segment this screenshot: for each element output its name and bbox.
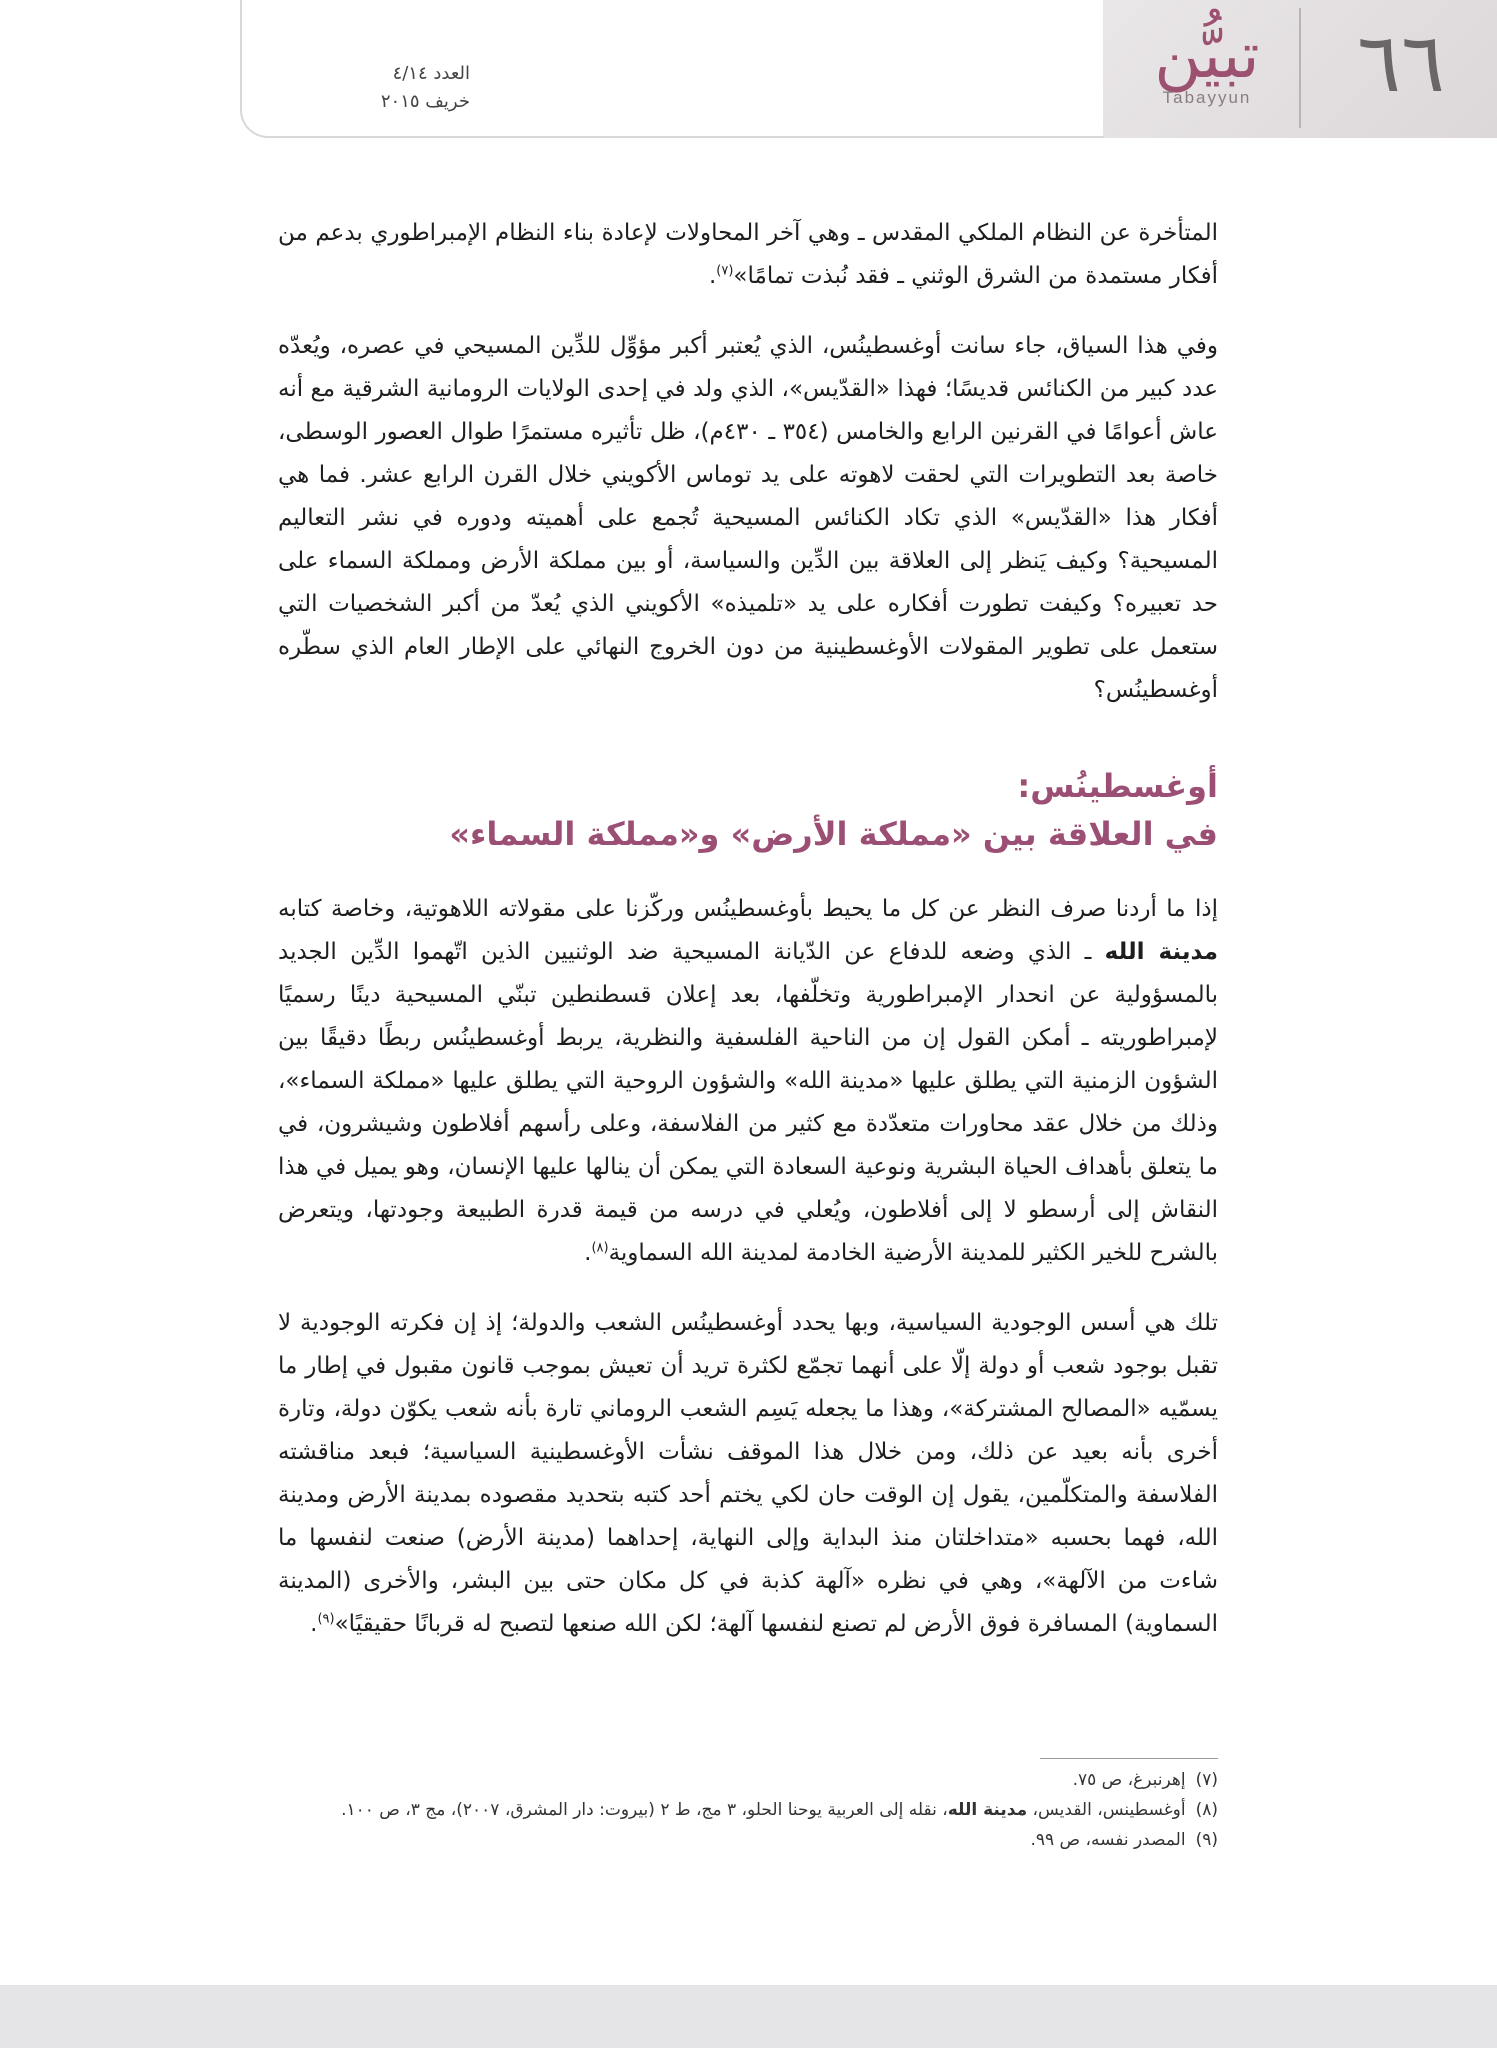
footnote-ref: (٧) xyxy=(716,263,734,279)
footnote-ref: (٩) xyxy=(317,1611,335,1627)
footnote-item xyxy=(278,1825,1218,1855)
paragraph-text: تلك هي أسس الوجودية السياسية، وبها يحدد أوغسطينُس الشعب والدولة؛ إذ إن فكرته الوجودية لا تقبل بوجود شعب أو دولة إلّا على أنهما تجمّع لكثرة تريد أن تعيش بموجب قانون مقبول في إطار ما يسمّيه «المصالح المشتركة»، وهذا ما يجعله يَسِم الشعب الروماني تارة بأنه شعب يكوّن دولة، وتارة أخرى بأنه بعيد عن ذلك، ومن خلال هذا الموقف نشأت الأوغسطينية السياسية؛ فبعد مناقشته الفلاسفة والمتكلّمين، يقول إن الوقت حان لكي يختم أحد كتبه بتحديد مقصوده بمدينة الأرض ومدينة الله، فهما بحسبه «متداخلتان منذ البداية وإلى النهاية، إحداهما (مدينة الأرض) صنعت لنفسها ما شاءت من الآلهة»، وهي في نظره «آلهة كذبة في كل مكان حتى بين البشر، والأخرى (المدينة السماوية) المسافرة فوق الأرض لم تصنع لنفسها آلهة؛ لكن الله صنعها لتصبح له قربانًا حقيقيًا» xyxy=(278,1310,1218,1637)
footnote-rule xyxy=(1040,1758,1218,1759)
paragraph-end: . xyxy=(310,1611,318,1637)
brand-arabic-title: تبيُّن xyxy=(1154,19,1260,93)
footnote-text: ، نقله إلى العربية يوحنا الحلو، ٣ مج، ط ٢ (بيروت: دار المشرق، ٢٠٠٧)، مج ٣، ص ١٠٠. xyxy=(341,1800,948,1820)
book-title: مدينة الله xyxy=(1104,939,1218,965)
brand-latin-title: Tabayyun xyxy=(1162,88,1252,107)
paragraph xyxy=(278,212,1218,298)
article-body xyxy=(278,212,1218,1673)
footnote-book-title: مدينة الله xyxy=(947,1800,1028,1820)
footnote-number: (٨) xyxy=(1195,1800,1218,1820)
footnote-item xyxy=(278,1765,1218,1795)
section-heading-line2: في العلاقة بين «مملكة الأرض» و«مملكة السماء» xyxy=(449,815,1218,853)
issue-season: خريف ٢٠١٥ xyxy=(380,91,470,112)
footnote-number: (٧) xyxy=(1195,1770,1218,1790)
footnote-number: (٩) xyxy=(1195,1830,1218,1850)
footnote-text: المصدر نفسه، ص ٩٩. xyxy=(1030,1830,1186,1850)
footnote-item xyxy=(278,1795,1218,1825)
paragraph-text: ـ الذي وضعه للدفاع عن الدّيانة المسيحية ضد الوثنيين الذين اتّهموا الدِّين الجديد بالمسؤولية عن انحدار الإمبراطورية وتخلّفها، بعد إعلان قسطنطين تبنّي المسيحية دينًا رسميًا لإمبراطوريته ـ أمكن القول إن من الناحية الفلسفية والنظرية، يربط أوغسطينُس ربطًا دقيقًا بين الشؤون الزمنية التي يطلق عليها «مدينة الله» والشؤون الروحية التي يطلق عليها «مملكة السماء»، وذلك من خلال عقد محاورات متعدّدة مع كثير من الفلاسفة، وعلى رأسهم أفلاطون وشيشرون، في ما يتعلق بأهداف الحياة البشرية ونوعية السعادة التي يمكن أن ينالها عليها الإنسان، وهو يميل في هذا النقاش إلى أرسطو لا إلى أفلاطون، ويُعلي في درسه من قيمة قدرة الطبيعة وجودتها، ويتعرض بالشرح للخير الكثير للمدينة الأرضية الخادمة لمدينة الله السماوية xyxy=(278,939,1218,1266)
header-divider xyxy=(1299,8,1301,128)
section-heading xyxy=(278,762,1218,858)
paragraph xyxy=(278,1302,1218,1646)
paragraph: وفي هذا السياق، جاء سانت أوغسطينُس، الذي يُعتبر أكبر مؤوِّل للدِّين المسيحي في عصره، ويُعدّه عدد كبير من الكنائس قديسًا؛ فهذا «القدّيس»، الذي ولد في إحدى الولايات الرومانية الشرقية مع أنه عاش أعوامًا في القرنين الرابع والخامس (٣٥٤ ـ ٤٣٠م)، ظل تأثيره مستمرًا طوال العصور الوسطى، خاصة بعد التطويرات التي لحقت لاهوته على يد توماس الأكويني خلال القرن الرابع عشر. فما هي أفكار هذا «القدّيس» الذي تكاد الكنائس المسيحية تُجمع على أهميته ودوره في نشر التعاليم المسيحية؟ وكيف يَنظر إلى العلاقة بين الدِّين والسياسة، أو بين مملكة الأرض ومملكة السماء على حد تعبيره؟ وكيفت تطورت أفكاره على يد «تلميذه» الأكويني الذي يُعدّ من أكبر الشخصيات التي ستعمل على تطوير المقولات الأوغسطينية من دون الخروج النهائي على الإطار العام الذي سطّره أوغسطينُس؟ xyxy=(278,333,1218,703)
footnotes xyxy=(278,1765,1218,1855)
paragraph-text: المتأخرة عن النظام الملكي المقدس ـ وهي آخر المحاولات لإعادة بناء النظام الإمبراطوري بدعم من أفكار مستمدة من الشرق الوثني ـ فقد نُبذت تمامًا» xyxy=(278,220,1218,289)
footnote-ref: (٨) xyxy=(591,1240,609,1256)
paragraph-end: . xyxy=(708,263,717,289)
brand-logo xyxy=(1122,18,1292,128)
issue-info xyxy=(270,60,470,120)
paragraph-text: إذا ما أردنا صرف النظر عن كل ما يحيط بأوغسطينُس وركّزنا على مقولاته اللاهوتية، وخاصة كتابه xyxy=(278,896,1218,922)
footnote-text: إهرنبرغ، ص ٧٥. xyxy=(1072,1770,1186,1790)
footnote-text: أوغسطينس، القديس، xyxy=(1027,1800,1186,1820)
paragraph xyxy=(278,888,1218,1275)
bottom-band xyxy=(0,1985,1497,2048)
issue-number: العدد ٤/١٤ xyxy=(392,63,470,84)
paragraph-end: . xyxy=(584,1240,592,1266)
page-number: ٦٦ xyxy=(1356,16,1446,111)
section-heading-line1: أوغسطينُس: xyxy=(1017,767,1218,805)
